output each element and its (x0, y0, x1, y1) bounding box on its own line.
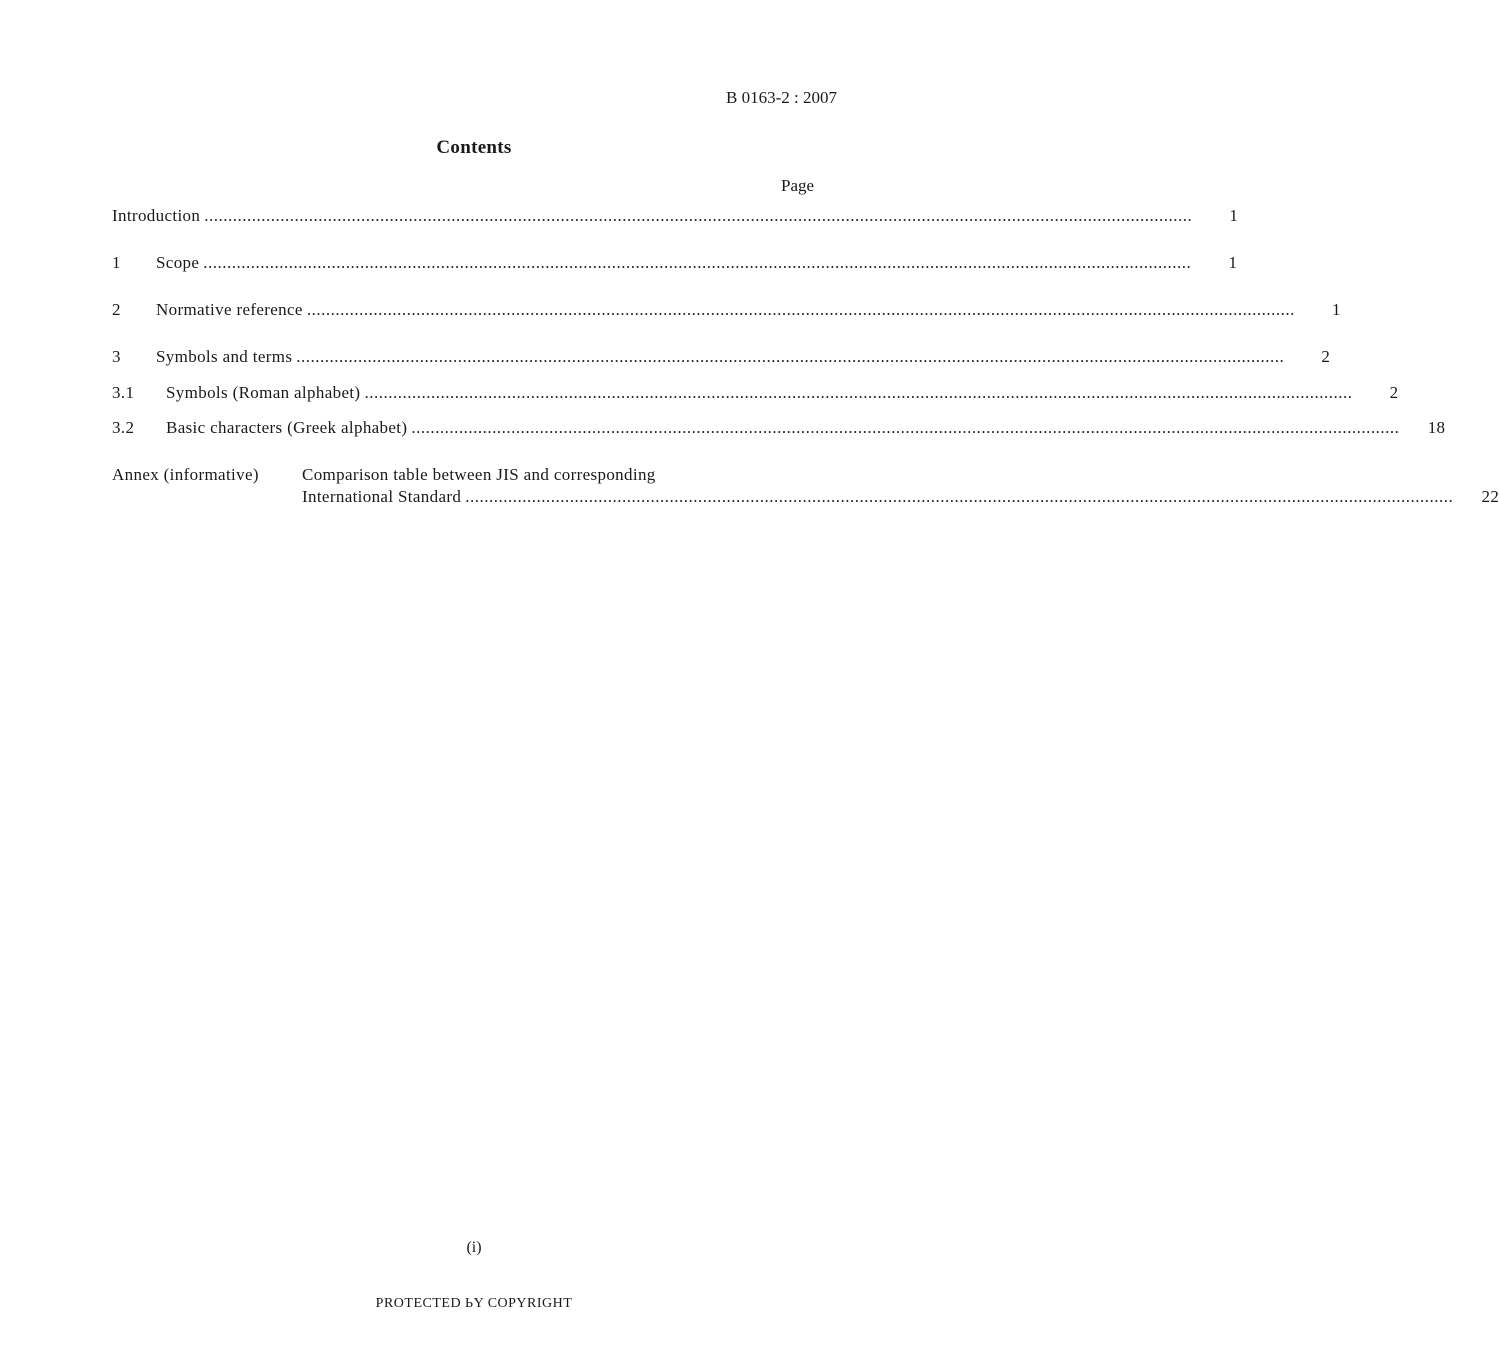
contents-title: Contents (436, 137, 512, 158)
toc-entry-label: Scope (156, 253, 200, 272)
toc-entry-page: 2 (1321, 347, 1331, 366)
annex-designation: Annex (informative) (112, 465, 259, 484)
toc-entry-number: 2 (112, 300, 121, 319)
toc-entry-symbols-roman[interactable] (112, 383, 1399, 407)
dot-leader: ................................................................................................................................................................................................................ (364, 383, 1353, 402)
dot-leader: ................................................................................................................................................................................................................ (411, 418, 1400, 437)
standard-number: B 0163-2 : 2007 (726, 88, 837, 107)
toc-entry-symbols-and-terms[interactable] (112, 347, 1331, 371)
toc-entry-page: 1 (1229, 206, 1239, 225)
toc-entry-label: Normative reference (156, 300, 303, 319)
dot-leader: ................................................................................................................................................................................................................ (306, 300, 1295, 319)
toc-entry-normative-reference[interactable] (112, 300, 1341, 324)
toc-entry-number: 3.1 (112, 383, 135, 402)
toc-entry-basic-characters-greek[interactable] (112, 418, 1446, 442)
toc-entry-label: Symbols and terms (156, 347, 293, 366)
toc-entry-page: 1 (1331, 300, 1341, 319)
dot-leader: ................................................................................................................................................................................................................ (465, 487, 1454, 506)
dot-leader: ................................................................................................................................................................................................................ (204, 206, 1193, 225)
copyright-notice: PROTECTED ЬY COPYRIGHT (375, 1296, 573, 1311)
annex-title-line2: International Standard (302, 487, 462, 506)
page-column-label: Page (781, 176, 815, 195)
dot-leader: ................................................................................................................................................................................................................ (203, 253, 1192, 272)
toc-entry-introduction[interactable] (112, 206, 1239, 230)
toc-entry-label: Introduction (112, 206, 201, 225)
toc-entry-label: Symbols (Roman alphabet) (166, 383, 361, 402)
toc-entry-page: 22 (1481, 487, 1499, 506)
dot-leader: ................................................................................................................................................................................................................ (296, 347, 1285, 366)
toc-entry-annex[interactable] (302, 487, 1499, 511)
toc-entry-page: 2 (1389, 383, 1399, 402)
toc-entry-page: 18 (1427, 418, 1446, 437)
toc-entry-scope[interactable] (112, 253, 1238, 277)
page-folio: (i) (466, 1239, 482, 1256)
toc-entry-page: 1 (1228, 253, 1238, 272)
toc-entry-number: 3 (112, 347, 121, 366)
annex-title-line1: Comparison table between JIS and corresponding (302, 465, 656, 484)
toc-entry-number: 1 (112, 253, 121, 272)
toc-entry-number: 3.2 (112, 418, 135, 437)
toc-entry-label: Basic characters (Greek alphabet) (166, 418, 408, 437)
